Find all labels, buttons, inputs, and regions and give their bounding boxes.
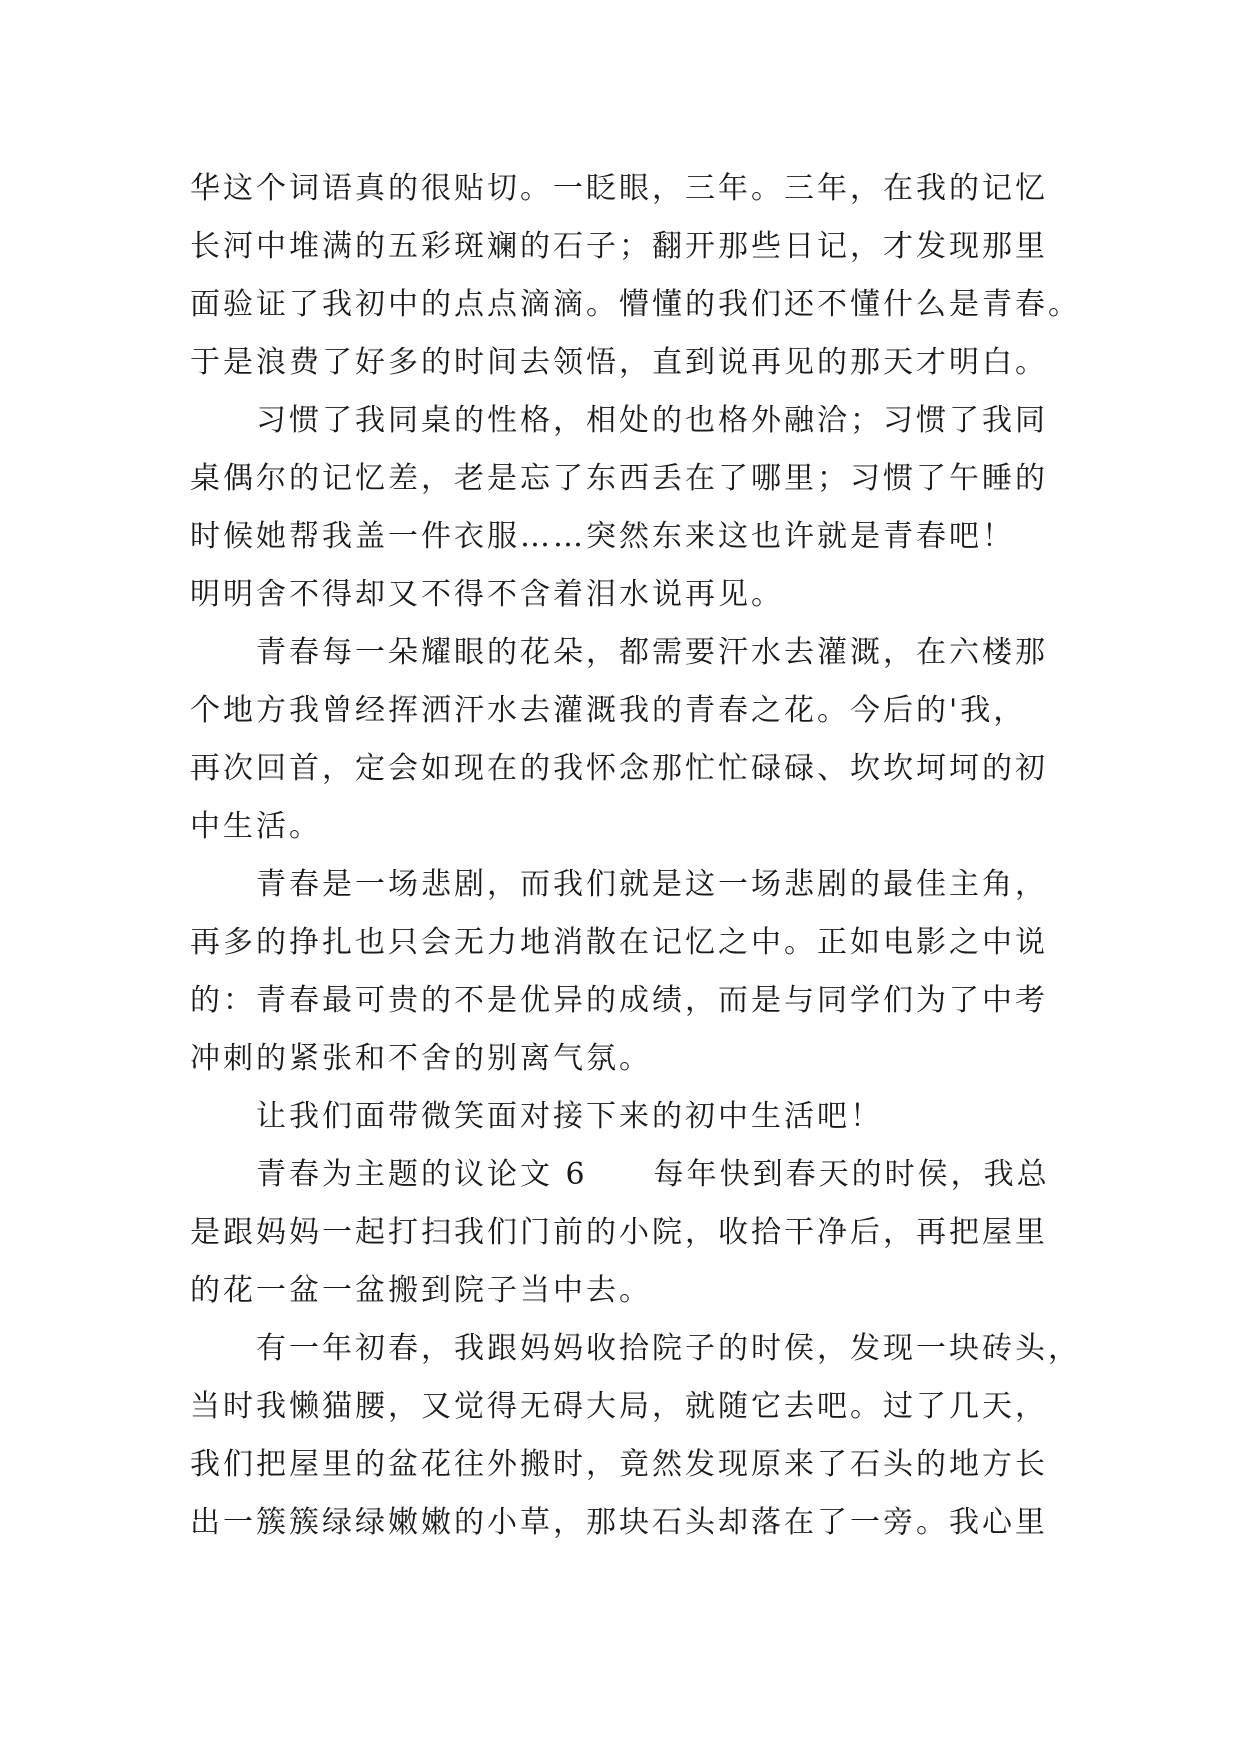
text-line: 习惯了我同桌的性格，相处的也格外融洽；习惯了我同 xyxy=(256,403,1048,438)
text-line: 于是浪费了好多的时间去领悟，直到说再见的那天才明白。 xyxy=(190,345,1048,380)
text-line: 青春为主题的议论文 6 每年快到春天的时侯，我总 xyxy=(256,1157,1050,1192)
text-line: 我们把屋里的盆花往外搬时，竟然发现原来了石头的地方长 xyxy=(190,1447,1048,1482)
text-line: 青春每一朵耀眼的花朵，都需要汗水去灌溉，在六楼那 xyxy=(256,635,1048,670)
text-line: 当时我懒猫腰，又觉得无碍大局，就随它去吧。过了几天， xyxy=(190,1389,1048,1424)
text-line: 的：青春最可贵的不是优异的成绩，而是与同学们为了中考 xyxy=(190,983,1048,1018)
text-line: 时候她帮我盖一件衣服……突然东来这也许就是青春吧！ xyxy=(190,519,1015,554)
text-line: 再次回首，定会如现在的我怀念那忙忙碌碌、坎坎坷坷的初 xyxy=(190,751,1048,786)
text-line: 是跟妈妈一起打扫我们门前的小院，收拾干净后，再把屋里 xyxy=(190,1215,1048,1250)
text-line: 长河中堆满的五彩斑斓的石子；翻开那些日记，才发现那里 xyxy=(190,229,1048,264)
text-line: 明明舍不得却又不得不含着泪水说再见。 xyxy=(190,577,784,612)
text-line: 面验证了我初中的点点滴滴。懵懂的我们还不懂什么是青春。 xyxy=(190,287,1081,322)
body-text xyxy=(190,160,1090,1552)
text-line: 青春是一场悲剧，而我们就是这一场悲剧的最佳主角， xyxy=(256,867,1048,902)
text-line: 冲刺的紧张和不舍的别离气氛。 xyxy=(190,1041,652,1076)
text-line: 再多的挣扎也只会无力地消散在记忆之中。正如电影之中说 xyxy=(190,925,1048,960)
text-line: 有一年初春，我跟妈妈收拾院子的时侯，发现一块砖头， xyxy=(256,1331,1081,1366)
text-line: 个地方我曾经挥洒汗水去灌溉我的青春之花。今后的'我， xyxy=(190,693,1027,728)
text-line: 华这个词语真的很贴切。一眨眼，三年。三年，在我的记忆 xyxy=(190,171,1048,206)
text-line: 让我们面带微笑面对接下来的初中生活吧！ xyxy=(256,1099,883,1134)
text-line: 的花一盆一盆搬到院子当中去。 xyxy=(190,1273,652,1308)
text-line: 桌偶尔的记忆差，老是忘了东西丢在了哪里；习惯了午睡的 xyxy=(190,461,1048,496)
text-line: 中生活。 xyxy=(190,809,322,844)
text-line: 出一簇簇绿绿嫩嫩的小草，那块石头却落在了一旁。我心里 xyxy=(190,1505,1048,1540)
